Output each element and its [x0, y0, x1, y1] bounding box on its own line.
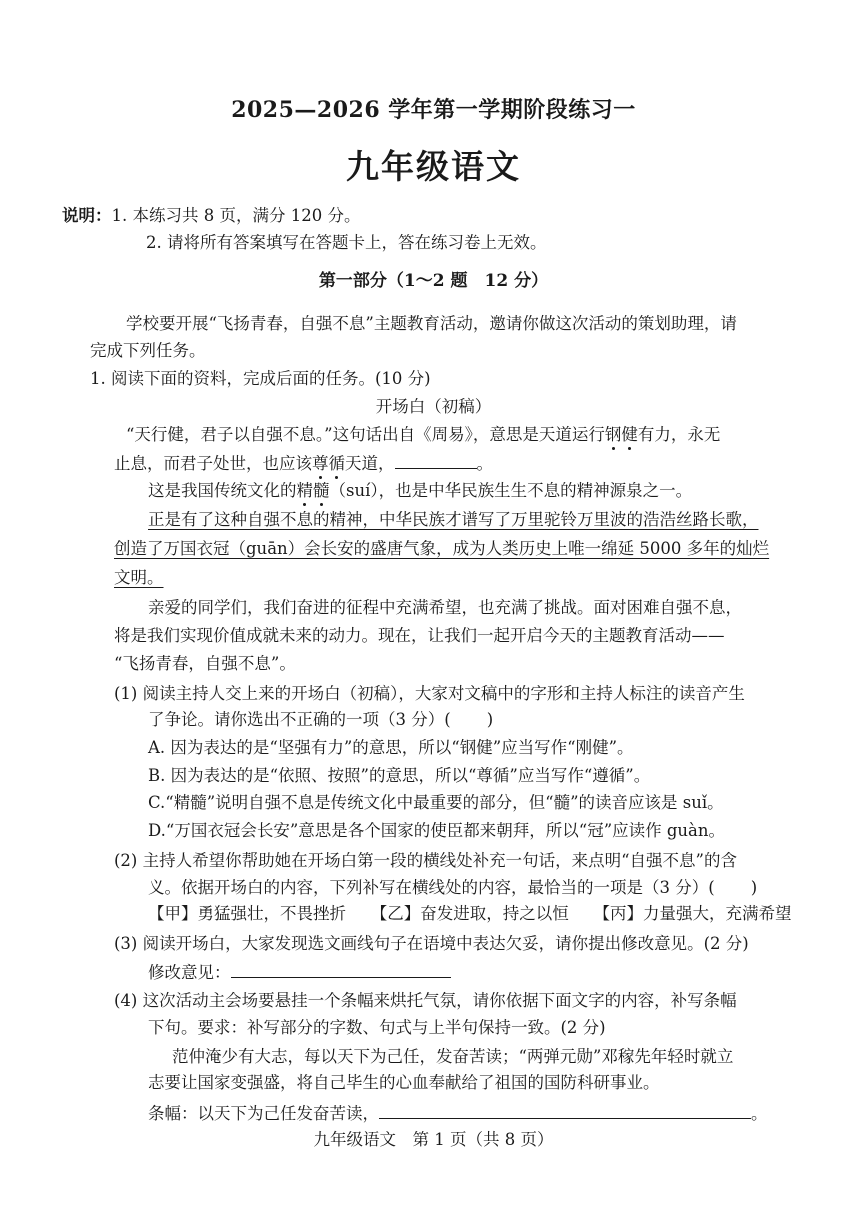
section-heading: 第一部分（1～2 题 12 分）	[318, 271, 549, 291]
subquestion-1-line2	[148, 710, 493, 730]
subquestion-3-line1: (3) 阅读开场白，大家发现选文画线句子在语境中表达欠妥，请你提出修改意见。(2 分)	[114, 934, 749, 953]
passage-p4-line3: “飞扬青春，自强不息”。	[114, 654, 296, 673]
instruction-1: 1. 本练习共 8 页，满分 120 分。	[111, 206, 361, 225]
underlined-sentence-line3: 文明。	[114, 568, 164, 587]
instructions	[62, 206, 360, 226]
exam-title: 2025—2026 学年第一学期阶段练习一	[231, 97, 636, 123]
sub2-close: )	[750, 878, 758, 897]
emphasis-char: 精	[296, 481, 313, 500]
instructions-label: 说明：	[62, 206, 112, 225]
sub2-prompt: 义。依据开场白的内容，下列补写在横线处的内容，最恰当的一项是（3 分）(	[148, 878, 715, 897]
p1-text-b: 有力，永无	[637, 425, 721, 444]
p2-text-b: （suí），也是中华民族生生不息的精神源泉之一。	[329, 481, 693, 500]
subquestion-2-line2	[148, 878, 757, 898]
instruction-2: 2. 请将所有答案填写在答题卡上，答在练习卷上无效。	[146, 233, 547, 252]
banner-end: 。	[751, 1104, 768, 1123]
option-c: C.“精髓”说明自强不息是传统文化中最重要的部分，但“髓”的读音应该是 suǐ。	[148, 793, 724, 812]
emphasis-char: 健	[621, 425, 638, 444]
p1-text-a: “天行健，君子以自强不息。”这句话出自《周易》，意思是天道运行	[126, 425, 605, 444]
intro-line-2: 完成下列任务。	[90, 341, 206, 360]
p2-text-a: 这是我国传统文化的	[148, 481, 297, 500]
intro-line-1: 学校要开展“飞扬青春，自强不息”主题教育活动，邀请你做这次活动的策划助理，请	[126, 314, 737, 333]
emphasis-char: 髓	[313, 481, 330, 500]
sub1-prompt: 了争论。请你选出不正确的一项（3 分）(	[148, 710, 451, 729]
passage-p2	[148, 481, 692, 501]
banner-blank-line	[379, 1103, 751, 1119]
fill-blank-line	[395, 453, 477, 469]
question-1-stem: 1. 阅读下面的资料，完成后面的任务。(10 分)	[90, 369, 431, 388]
subquestion-3-line2	[148, 962, 451, 983]
revision-label: 修改意见：	[148, 963, 231, 982]
underlined-sentence-line1: 正是有了这种自强不息的精神，中华民族才谱写了万里驼铃万里波的浩浩丝路长歌，	[148, 510, 759, 529]
p1-text-d: 天道，	[345, 454, 395, 473]
passage-p4-line2: 将是我们实现价值成就未来的动力。现在，让我们一起开启今天的主题教育活动——	[114, 626, 725, 645]
p1-end: 。	[476, 454, 493, 473]
subquestion-4-line1: (4) 这次活动主会场要悬挂一个条幅来烘托气氛，请你依据下面文字的内容，补写条幅	[114, 991, 737, 1010]
p1-text-c: 止息，而君子处世，也应该	[114, 454, 312, 473]
page-footer: 九年级语文 第 1 页（共 8 页）	[313, 1130, 554, 1149]
passage-p4-line1: 亲爱的同学们，我们奋进的征程中充满希望，也充满了挑战。面对困难自强不息，	[148, 598, 742, 617]
subquestion-2-line1: (2) 主持人希望你帮助她在开场白第一段的横线处补充一句话，来点明“自强不息”的含	[114, 851, 737, 870]
subquestion-4-passage-line1: 范仲淹少有大志，每以天下为己任，发奋苦读；“两弹元勋”邓稼先年轻时就立	[172, 1047, 734, 1066]
emphasis-char: 钢	[604, 425, 622, 444]
underlined-sentence-line2: 创造了万国衣冠（guān）会长安的盛唐气象，成为人类历史上唯一绵延 5000 多年的灿烂	[114, 539, 770, 558]
answer-blank-line	[231, 962, 451, 978]
passage-p1-line1	[126, 425, 720, 445]
subquestion-4-passage-line2: 志要让国家变强盛，将自己毕生的心血奉献给了祖国的国防科研事业。	[148, 1073, 660, 1092]
banner-line	[148, 1103, 768, 1124]
option-b: B. 因为表达的是“依照、按照”的意思，所以“尊循”应当写作“遵循”。	[148, 766, 651, 785]
exam-subject: 九年级语文	[346, 147, 521, 186]
option-d: D.“万国衣冠会长安”意思是各个国家的使臣都来朝拜，所以“冠”应读作 guàn。	[148, 821, 726, 840]
passage-p1-line2	[114, 453, 493, 474]
banner-label: 条幅：以天下为己任发奋苦读，	[148, 1104, 379, 1123]
option-a: A. 因为表达的是“坚强有力”的意思，所以“钢健”应当写作“刚健”。	[148, 738, 634, 757]
subquestion-2-choices: 【甲】勇猛强壮，不畏挫折 【乙】奋发进取，持之以恒 【丙】力量强大，充满希望	[148, 904, 792, 923]
emphasis-char: 尊	[312, 454, 329, 473]
emphasis-char: 循	[328, 454, 345, 473]
sub1-close: )	[486, 710, 494, 729]
subquestion-1-line1: (1) 阅读主持人交上来的开场白（初稿），大家对文稿中的字形和主持人标注的读音产生	[114, 684, 745, 703]
passage-title: 开场白（初稿）	[375, 397, 492, 416]
subquestion-4-line2: 下句。要求：补写部分的字数、句式与上半句保持一致。(2 分)	[148, 1018, 606, 1037]
